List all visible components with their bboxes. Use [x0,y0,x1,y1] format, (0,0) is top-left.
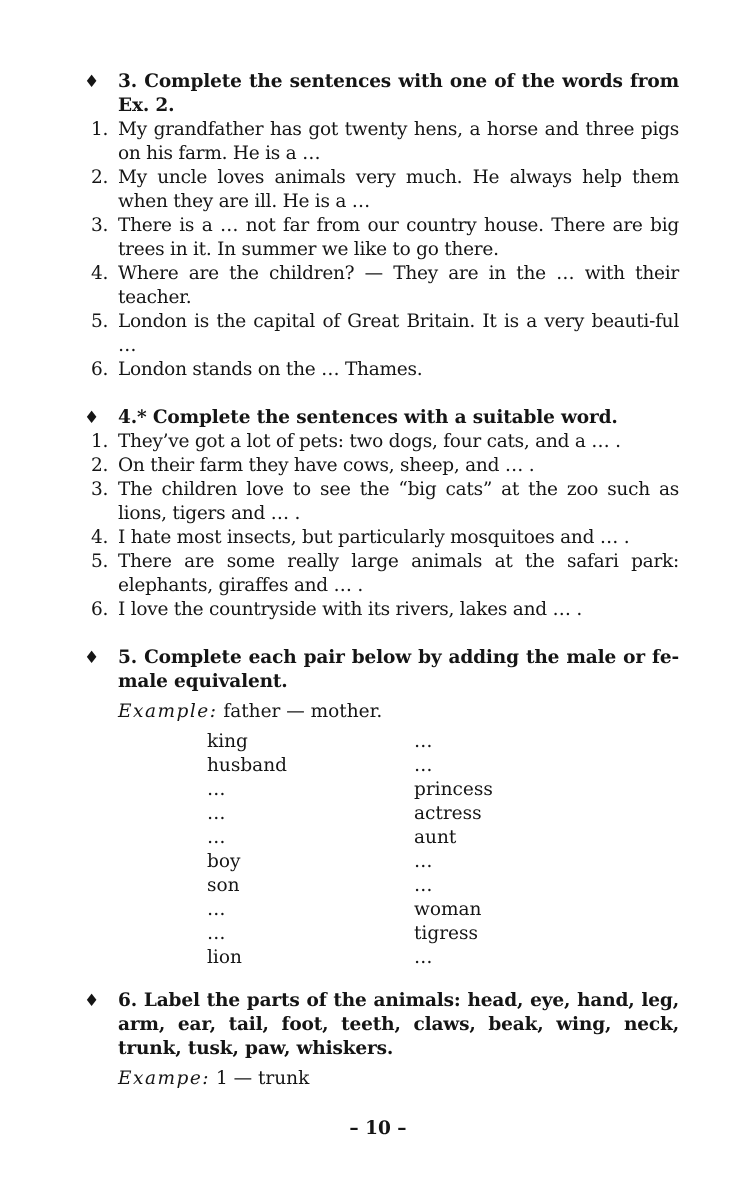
pair-left: boy [207,851,241,872]
list-item [91,478,679,526]
pair-row [207,922,756,946]
pair-left: … [207,803,226,824]
item-text: I love the countryside with its rivers, lakes and … . [118,599,582,620]
pair-right: actress [414,803,482,824]
pair-right: princess [414,779,493,800]
exercise-3 [0,70,756,382]
list-item [91,598,679,622]
pair-right: … [414,875,433,896]
pair-right: woman [414,899,482,920]
exercise-5 [0,646,756,970]
exercise-4 [0,406,756,622]
page-number: – 10 – [349,1118,407,1139]
exercise-4-heading: 4.* Complete the sentences with a suitable word. [118,407,618,428]
item-number: 4. [91,527,109,548]
pair-row [207,874,756,898]
exercise-3-list [0,118,756,382]
list-item [91,358,679,382]
pair-right: … [414,731,433,752]
exercise-5-example [118,700,756,724]
diamond-bullet-icon: ♦ [84,648,100,668]
item-text: London is the capital of Great Britain. It is a very beauti-ful … [118,311,679,356]
item-number: 2. [91,167,109,188]
list-item [91,118,679,166]
item-text: Where are the children? — They are in the … with their teacher. [118,263,679,308]
pair-left: … [207,899,226,920]
diamond-bullet-icon: ♦ [84,408,100,428]
item-number: 3. [91,215,109,236]
item-text: My uncle loves animals very much. He always help them when they are ill. He is a … [118,167,679,212]
example-text: father — mother. [223,701,383,722]
diamond-bullet-icon: ♦ [84,72,100,92]
item-text: I hate most insects, but particularly mosquitoes and … . [118,527,630,548]
item-number: 6. [91,599,109,620]
pair-left: … [207,827,226,848]
item-text: London stands on the … Thames. [118,359,423,380]
diamond-bullet-icon: ♦ [84,991,100,1011]
item-text: There are some really large animals at the safari park: elephants, giraffes and … . [118,551,679,596]
pair-right: … [414,947,433,968]
exercise-6 [0,989,756,1091]
exercise-6-heading: 6. Label the parts of the animals: head, eye, hand, leg, arm, ear, tail, foot, teeth, claws, beak, wing, neck, trunk, tusk, paw, whiskers. [118,990,679,1059]
list-item [91,430,679,454]
pair-left: … [207,923,226,944]
pair-row [207,898,756,922]
pair-row [207,850,756,874]
pair-row [207,946,756,970]
item-text: My grandfather has got twenty hens, a horse and three pigs on his farm. He is a … [118,119,679,164]
exercise-6-example [118,1067,756,1091]
item-number: 5. [91,551,109,572]
list-item [91,454,679,478]
list-item [91,526,679,550]
list-item [91,550,679,598]
pairs-table [207,730,756,970]
item-text: On their farm they have cows, sheep, and … . [118,455,535,476]
pair-left: lion [207,947,242,968]
list-item [91,214,679,262]
exercise-4-list [0,430,756,622]
pair-left: husband [207,755,287,776]
pair-left: … [207,779,226,800]
pair-left: king [207,731,248,752]
pair-row [207,754,756,778]
list-item [91,262,679,310]
item-number: 5. [91,311,109,332]
pair-right: … [414,851,433,872]
pair-row [207,802,756,826]
example-label: Exampe: [118,1068,211,1089]
pair-left: son [207,875,240,896]
list-item [91,310,679,358]
item-number: 6. [91,359,109,380]
pair-right: … [414,755,433,776]
pair-row [207,826,756,850]
item-text: The children love to see the “big cats” at the zoo such as lions, tigers and … . [118,479,679,524]
item-text: There is a … not far from our country house. There are big trees in it. In summer we like to go there. [118,215,679,260]
example-text: 1 — trunk [215,1068,310,1089]
list-item [91,166,679,214]
pair-right: tigress [414,923,478,944]
item-number: 3. [91,479,109,500]
pair-row [207,730,756,754]
item-text: They’ve got a lot of pets: two dogs, four cats, and a … . [118,431,621,452]
pair-right: aunt [414,827,457,848]
pair-row [207,778,756,802]
item-number: 2. [91,455,109,476]
item-number: 1. [91,119,109,140]
item-number: 4. [91,263,109,284]
exercise-3-heading: 3. Complete the sentences with one of the words from Ex. 2. [118,71,679,116]
exercise-5-heading: 5. Complete each pair below by adding the male or fe-male equivalent. [118,647,679,692]
item-number: 1. [91,431,109,452]
example-label: Example: [118,701,218,722]
